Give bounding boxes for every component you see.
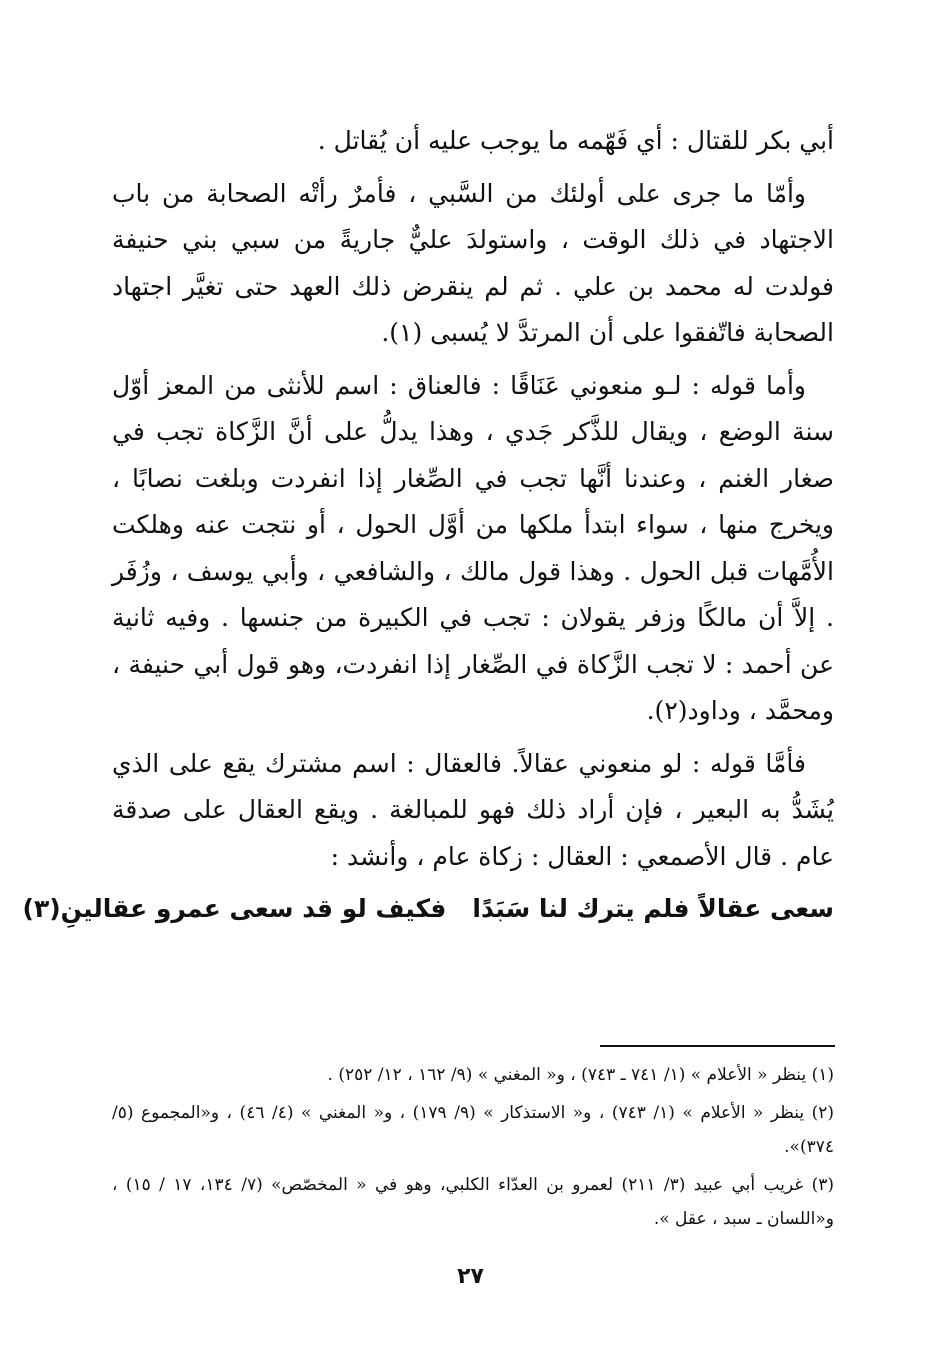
paragraph-4: فأمَّا قوله : لو منعوني عقالاً. فالعقال : اسم مشترك يقع على الذي يُشَدُّ به البعير ، فإن أراد ذلك فهو للمبالغة . ويقع العقال على صدقة عام . قال الأصمعي : العقال : زكاة عام ، وأنشد : <box>112 748 834 871</box>
footnote-3: (٣) غريب أبي عبيد (٣/ ٢١١) لعمرو بن العدّاء الكلبي، وهو في « المخصّص» (٧/ ١٣٤، ١٧ / ١٥) ، و«اللسان ـ سبد ، عقل ». <box>112 1175 834 1229</box>
footnote-2: (٢) ينظر « الأعلام » (١/ ٧٤٣) ، و« الاستذكار » (٩/ ١٧٩) ، و« المغني » (٤/ ٤٦) ، و«المجموع (٥/ ٣٧٤)». <box>112 1103 835 1157</box>
paragraph-1: أبي بكر للقتال : أي فَهّمه ما يوجب عليه أن يُقاتل . <box>317 126 834 155</box>
verse-first-hemistich: سعى عقالاً فلم يترك لنا سَبَدًا <box>472 894 834 923</box>
verse-second-hemistich: فكيف لو قد سعى عمرو عقالينِ(٣) <box>22 894 447 923</box>
paragraph-2: وأمّا ما جرى على أولئك من السَّبي ، فأمرٌ رأتْه الصحابة من باب الاجتهاد في ذلك الوقت ، واستولدَ عليٌّ جاريةً من سبي بني حنيفة فولدت له محمد بن علي . ثم لم ينقرض ذلك العهد حتى تغيَّر اجتهاد الصحابة فاتّفقوا على أن المرتدَّ لا يُسبى (١). <box>112 178 834 347</box>
main-text <box>22 118 834 932</box>
paragraph-3: وأما قوله : لـو منعوني عَنَاقًا : فالعناق : اسم للأنثى من المعز أوّل سنة الوضع ، ويقال للذَّكر جَدي ، وهذا يدلُّ على أنَّ الزَّكاة تجب في صغار الغنم ، وعندنا أنَّها تجب في الصِّغار إذا انفردت وبلغت نصابًا ، ويخرج منها ، سواء ابتدأ ملكها من أوَّل الحول ، أو نتجت عنه وهلكت الأُمَّهات قبل الحول . وهذا قول مالك ، والشافعي ، وأبي يوسف ، وزُفَر . إلاَّ أن مالكًا وزفر يقولان : تجب في الكبيرة من جنسها . وفيه ثانية عن أحمد : لا تجب الزَّكاة في الصِّغار إذا انفردت، وهو قول أبي حنيفة ، ومحمَّد ، وداود(٢). <box>112 370 834 725</box>
page-number: ٢٧ <box>457 1264 484 1289</box>
poetry-verse <box>22 886 834 932</box>
footnotes <box>112 1058 834 1240</box>
footnote-divider <box>600 1045 835 1047</box>
footnote-1: (١) ينظر « الأعلام » (١/ ٧٤١ ـ ٧٤٣) ، و« المغني » (٩/ ١٦٢ ، ١٢/ ٢٥٢) . <box>327 1065 834 1085</box>
